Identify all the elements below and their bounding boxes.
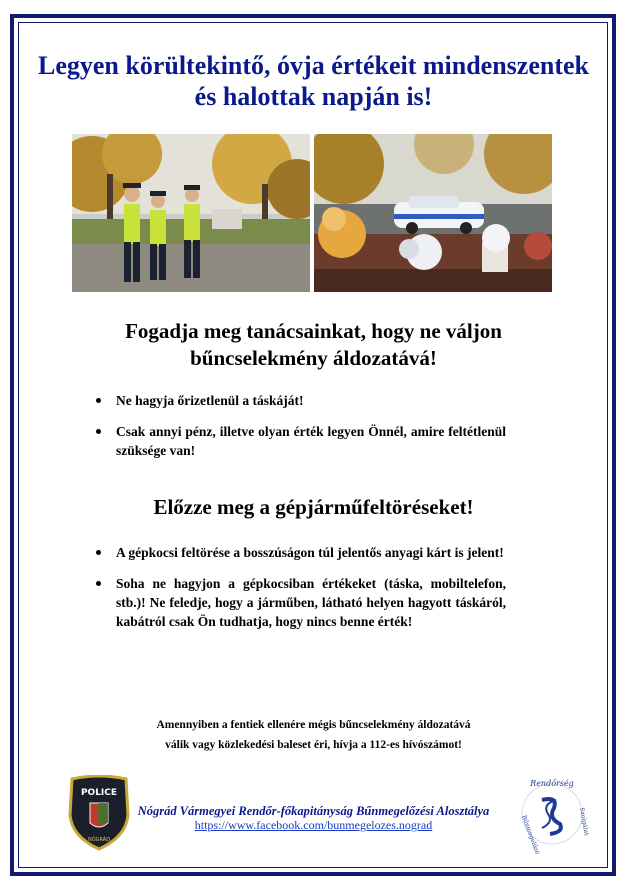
police-officers-photo <box>72 134 310 292</box>
section-heading-advice: Fogadja meg tanácsainkat, hogy ne váljon bűncselekmény áldozatává! <box>125 319 502 370</box>
facebook-link[interactable]: https://www.facebook.com/bunmegelozes.nograd <box>194 818 433 832</box>
list-item: Csak annyi pénz, illetve olyan érték legyen Önnél, amire feltétlenül szüksége van! <box>116 424 506 458</box>
crime-prevention-seal <box>512 772 590 854</box>
svg-text:POLICE: POLICE <box>80 788 118 798</box>
list-item: Soha ne hagyjon a gépkocsiban értékeket (táska, mobiltelefon, stb.)! Ne feledje, hogy a járműben, látható helyen hagyott táskáról, kabátról csak Ön tudhatja, hogy nincs benne érték! <box>116 576 506 629</box>
organization-name: Nógrád Vármegyei Rendőr-főkapitányság Bűnmegelőzési Alosztálya <box>137 804 490 818</box>
page-title: Legyen körültekintő, óvja értékeit mindenszentek és halottak napján is! <box>37 51 589 111</box>
section-heading-car-theft: Előzze meg a gépjárműfeltöréseket! <box>153 495 474 519</box>
car-theft-list <box>116 543 506 643</box>
svg-text:NÓGRÁD: NÓGRÁD <box>87 837 111 843</box>
police-car-cemetery-photo <box>314 134 552 292</box>
police-badge-logo <box>66 775 132 851</box>
svg-text:Rendőrség: Rendőrség <box>530 779 574 788</box>
list-item: A gépkocsi feltörése a bosszúságon túl jelentős anyagi kárt is jelent! <box>116 543 506 562</box>
advice-list <box>116 391 506 472</box>
list-item: Ne hagyja őrizetlenül a táskáját! <box>116 391 506 410</box>
svg-text:Szolgálat: Szolgálat <box>578 807 590 837</box>
emergency-notice: Amennyiben a fentiek ellenére mégis bűncselekmény áldozatává válik vagy közlekedési baleset éri, hívja a 112-es hívószámot! <box>156 719 471 751</box>
svg-text:Bűnmegelőzési: Bűnmegelőzési <box>520 814 543 854</box>
